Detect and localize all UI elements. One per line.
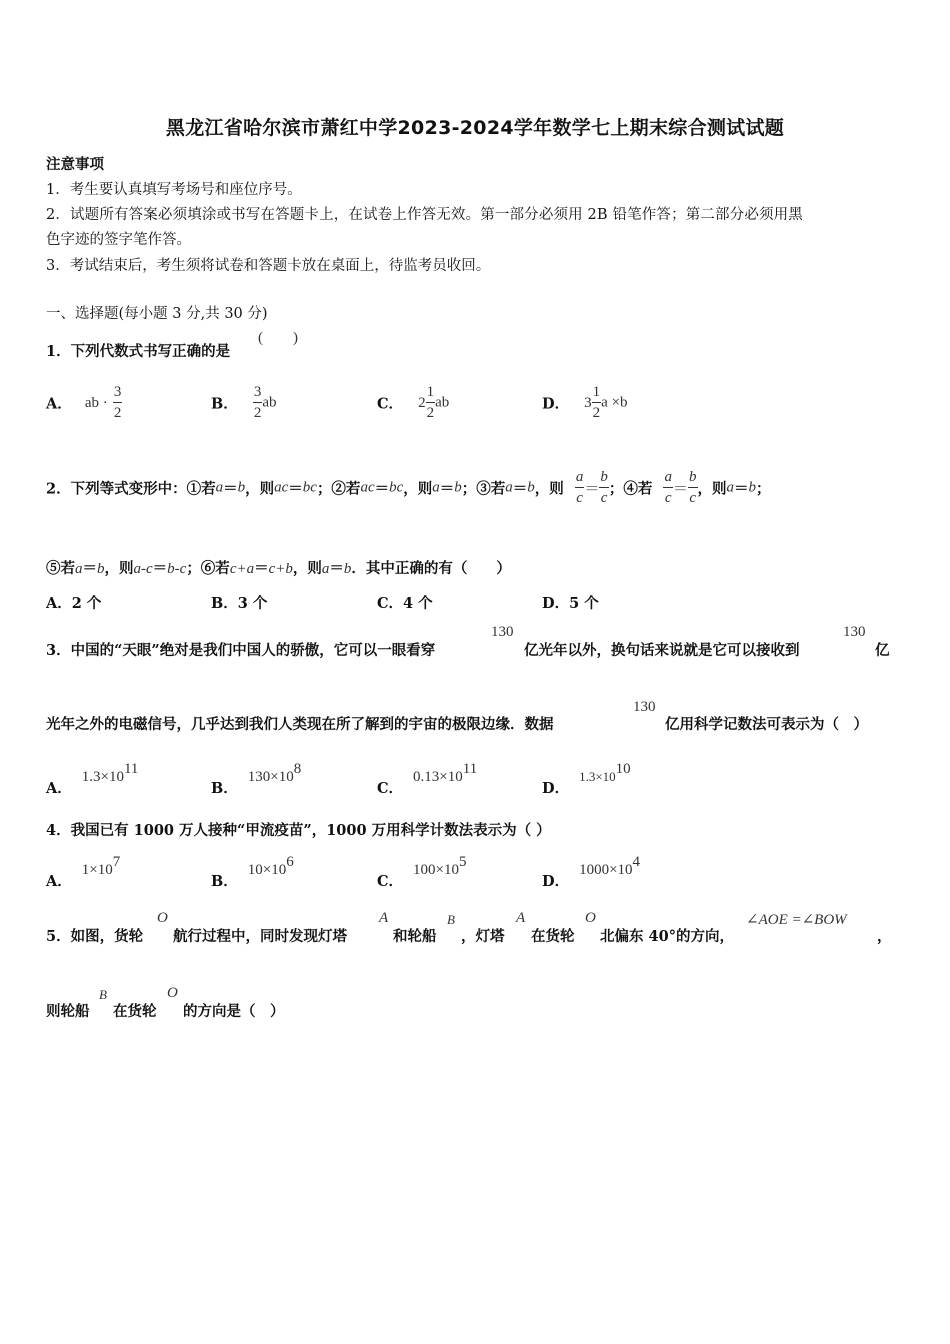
section-heading: 一、选择题(每小题 3 分,共 30 分) [46, 306, 268, 322]
q3-line-2a: 光年之外的电磁信号，几乎达到我们人类现在所了解到的宇宙的极限边缘．数据 [46, 716, 554, 733]
q3-num-130-b: 130 [843, 624, 866, 640]
q3-line-2b: 亿用科学记数法可表示为（ ） [665, 716, 868, 733]
q5-p1: 5．如图，货轮 [46, 928, 144, 945]
q1-option-a: A． ab · $\frac{3}{2}$ [46, 384, 122, 421]
q4-option-b: B．$10\times 10^6$ [211, 854, 294, 890]
q5-B-2: B [99, 987, 107, 1002]
q5-p6: 北偏东 40°的方向， [600, 928, 734, 945]
q2-line-2: ⑤若a＝b，则a-c＝b-c；⑥若c+a＝c+b，则a＝b．其中正确的有（ ） [46, 560, 511, 577]
q3-option-a: A．$1.3\times 10^{11}$ [46, 761, 139, 797]
q4-option-a: A．$1\times 10^7$ [46, 854, 121, 890]
q3-line-1b: 亿光年以外，换句话来说就是它可以接收到 [524, 642, 800, 659]
q3-num-130-c: 130 [633, 699, 656, 715]
q5-O-1: O [157, 910, 168, 926]
q3-num-130-a: 130 [491, 624, 514, 640]
notice-item-1: 1．考生要认真填写考场号和座位序号。 [46, 182, 302, 198]
q3-option-b: B．$130\times 10^8$ [211, 761, 302, 797]
q2-option-b: B．3 个 [211, 595, 268, 612]
q5-p3: 和轮船 [393, 928, 437, 945]
q4-option-c: C．$100\times 10^5$ [377, 854, 467, 890]
q5-p5: 在货轮 [531, 928, 575, 945]
notice-heading: 注意事项 [46, 156, 104, 173]
q4-option-d: D．$1000\times 10^4$ [542, 854, 641, 890]
q5-p4: ，灯塔 [461, 928, 505, 945]
q2-option-d: D．5 个 [542, 595, 599, 612]
q3-option-c: C．$0.13\times 10^{11}$ [377, 761, 478, 797]
q5-O-3: O [167, 985, 178, 1001]
page-title: 黑龙江省哈尔滨市萧红中学2023-2024学年数学七上期末综合测试试题 [165, 117, 785, 139]
q1-stem: 1．下列代数式书写正确的是 [46, 343, 231, 360]
q5-line-2b: 在货轮 [113, 1003, 157, 1020]
q2-option-c: C．4 个 [377, 595, 433, 612]
q5-comma: ， [877, 928, 892, 945]
q3-line-1a: 3．中国的“天眼”绝对是我们中国人的骄傲，它可以一眼看穿 [46, 642, 436, 659]
q5-angles: ∠AOE =∠BOW [746, 912, 847, 928]
q2-line-1: 2．下列等式变形中：①若a＝b，则ac＝bc；②若ac＝bc，则a＝b；③若a＝b，则 $\frac{a}{c}$ ＝ $\frac{b}{c}$ ；④若 $\frac{a}{c}$ ＝ $\frac{b}{c}$ ，则a＝b； [46, 469, 771, 506]
q5-A-2: A [516, 910, 526, 926]
notice-item-2-cont: 色字迹的签字笔作答。 [46, 232, 191, 248]
q5-line-2a: 则轮船 [46, 1003, 90, 1020]
q5-O-2: O [585, 910, 596, 926]
q5-line-2c: 的方向是（ ） [183, 1003, 285, 1020]
q3-line-1c: 亿 [875, 642, 890, 659]
q5-B-1: B [447, 912, 455, 927]
q2-option-a: A．2 个 [46, 595, 102, 612]
q5-A-1: A [379, 910, 389, 926]
q3-option-d: D．$1.3\times 10^{10}$ [542, 761, 631, 797]
q5-p2: 航行过程中，同时发现灯塔 [173, 928, 347, 945]
q4-stem: 4．我国已有 1000 万人接种“甲流疫苗”，1000 万用科学计数法表示为（ ） [46, 822, 551, 839]
notice-item-2: 2．试题所有答案必须填涂或书写在答题卡上，在试卷上作答无效。第一部分必须用 2B 铅笔作答；第二部分必须用黑 [46, 207, 803, 223]
q1-answer-paren: ( ) [258, 330, 298, 346]
notice-item-3: 3．考试结束后，考生须将试卷和答题卡放在桌面上，待监考员收回。 [46, 258, 491, 274]
q1-option-b: B． $\frac{3}{2}$ ab [211, 384, 277, 421]
q1-option-d: D． 3 $\frac{1}{2}$ a ×b [542, 384, 628, 421]
q1-option-c: C． 2 $\frac{1}{2}$ ab [377, 384, 450, 421]
